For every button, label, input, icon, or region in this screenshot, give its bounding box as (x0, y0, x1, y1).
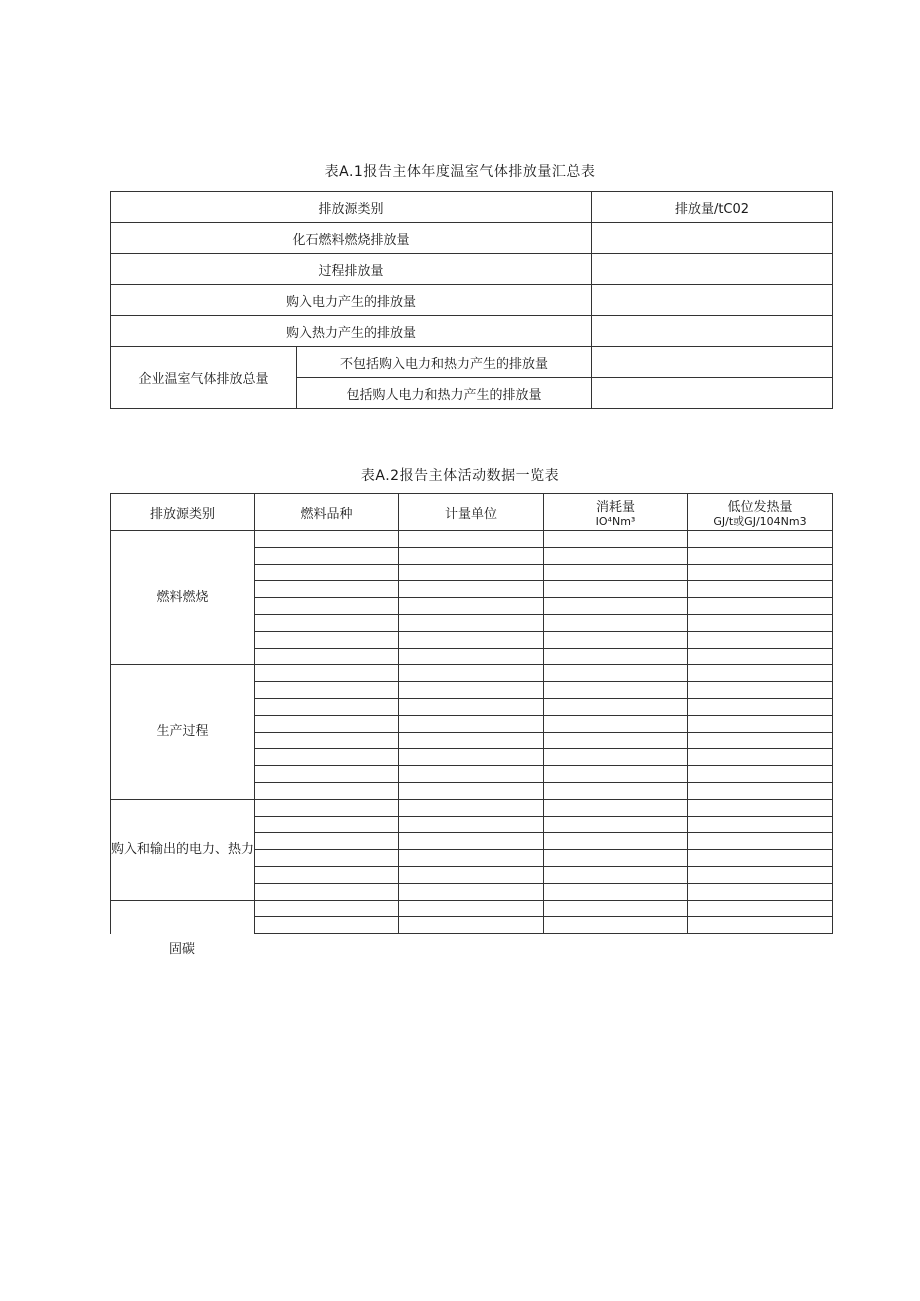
data-cell[interactable] (399, 648, 544, 665)
data-cell[interactable] (544, 581, 688, 598)
data-cell[interactable] (544, 698, 688, 715)
data-cell[interactable] (399, 581, 544, 598)
data-cell[interactable] (399, 732, 544, 749)
data-cell[interactable] (399, 766, 544, 783)
header-heat-label: 低位发热量 (727, 500, 793, 515)
data-cell[interactable] (399, 698, 544, 715)
data-cell[interactable] (399, 598, 544, 615)
data-cell[interactable] (544, 564, 688, 581)
table-row (111, 665, 833, 682)
data-cell[interactable] (688, 715, 833, 732)
data-cell[interactable] (255, 682, 399, 699)
table-row (111, 285, 833, 316)
header-heat-unit: GJ/t或GJ/104Nm3 (713, 515, 807, 528)
data-cell[interactable] (688, 883, 833, 900)
value-cell[interactable] (592, 316, 833, 347)
data-cell[interactable] (544, 531, 688, 548)
data-cell[interactable] (544, 732, 688, 749)
data-cell[interactable] (688, 581, 833, 598)
category-label (111, 900, 255, 934)
data-cell[interactable] (255, 732, 399, 749)
data-cell[interactable] (255, 564, 399, 581)
data-cell[interactable] (688, 531, 833, 548)
data-cell[interactable] (544, 749, 688, 766)
data-cell[interactable] (688, 631, 833, 648)
data-cell[interactable] (544, 799, 688, 816)
data-cell[interactable] (688, 749, 833, 766)
data-cell[interactable] (255, 531, 399, 548)
table1-title: 表A.1报告主体年度温室气体排放量汇总表 (324, 164, 596, 180)
category-label: 购入和输出的电力、热力 (111, 799, 255, 900)
data-cell[interactable] (688, 850, 833, 867)
table2-title: 表A.2报告主体活动数据一览表 (360, 468, 560, 484)
data-cell[interactable] (399, 833, 544, 850)
data-cell[interactable] (399, 614, 544, 631)
data-cell[interactable] (399, 850, 544, 867)
data-cell[interactable] (399, 682, 544, 699)
emissions-summary-table (110, 191, 833, 409)
data-cell[interactable] (688, 614, 833, 631)
data-cell[interactable] (688, 648, 833, 665)
data-cell[interactable] (399, 816, 544, 833)
data-cell[interactable] (688, 833, 833, 850)
data-cell[interactable] (255, 850, 399, 867)
data-cell[interactable] (255, 749, 399, 766)
data-cell[interactable] (544, 682, 688, 699)
data-cell[interactable] (255, 799, 399, 816)
activity-data-table (110, 493, 833, 934)
data-cell[interactable] (399, 749, 544, 766)
data-cell[interactable] (544, 883, 688, 900)
data-cell[interactable] (399, 715, 544, 732)
data-cell[interactable] (688, 816, 833, 833)
data-cell[interactable] (399, 531, 544, 548)
data-cell[interactable] (544, 782, 688, 799)
value-cell[interactable] (592, 285, 833, 316)
data-cell[interactable] (544, 917, 688, 934)
data-cell[interactable] (399, 917, 544, 934)
row-label: 过程排放量 (111, 254, 592, 285)
data-cell[interactable] (255, 698, 399, 715)
table-row (111, 192, 833, 223)
total-excluding-label: 不包括购入电力和热力产生的排放量 (297, 347, 592, 378)
data-cell[interactable] (544, 715, 688, 732)
data-cell[interactable] (255, 547, 399, 564)
header-emission-amount: 排放量/tC02 (592, 192, 833, 223)
header-consumption (544, 494, 688, 531)
table-row (111, 223, 833, 254)
data-cell[interactable] (688, 866, 833, 883)
row-label: 购入电力产生的排放量 (111, 285, 592, 316)
data-cell[interactable] (544, 631, 688, 648)
table-row (111, 254, 833, 285)
data-cell[interactable] (544, 866, 688, 883)
data-cell[interactable] (399, 631, 544, 648)
data-cell[interactable] (544, 900, 688, 917)
category-label: 生产过程 (111, 665, 255, 799)
value-cell[interactable] (592, 378, 833, 409)
data-cell[interactable] (544, 648, 688, 665)
data-cell[interactable] (399, 564, 544, 581)
data-cell[interactable] (544, 547, 688, 564)
table-row (111, 531, 833, 548)
data-cell[interactable] (688, 732, 833, 749)
data-cell[interactable] (399, 547, 544, 564)
header-unit: 计量单位 (399, 494, 544, 531)
data-cell[interactable] (255, 833, 399, 850)
data-cell[interactable] (255, 883, 399, 900)
data-cell[interactable] (688, 598, 833, 615)
data-cell[interactable] (688, 917, 833, 934)
data-cell[interactable] (544, 833, 688, 850)
data-cell[interactable] (544, 766, 688, 783)
data-cell[interactable] (255, 766, 399, 783)
row-label: 化石燃料燃烧排放量 (111, 223, 592, 254)
table-row (111, 799, 833, 816)
data-cell[interactable] (688, 782, 833, 799)
data-cell[interactable] (399, 799, 544, 816)
header-fuel-type: 燃料品种 (255, 494, 399, 531)
data-cell[interactable] (255, 648, 399, 665)
data-cell[interactable] (544, 850, 688, 867)
table-header-row (111, 494, 833, 531)
total-emissions-label: 企业温室气体排放总量 (111, 347, 297, 409)
data-cell[interactable] (544, 665, 688, 682)
data-cell[interactable] (399, 866, 544, 883)
data-cell[interactable] (399, 900, 544, 917)
data-cell[interactable] (255, 665, 399, 682)
data-cell[interactable] (255, 917, 399, 934)
category-label: 燃料燃烧 (111, 531, 255, 665)
data-cell[interactable] (544, 614, 688, 631)
data-cell[interactable] (688, 799, 833, 816)
total-including-label: 包括购人电力和热力产生的排放量 (297, 378, 592, 409)
header-source-category: 排放源类别 (111, 192, 592, 223)
data-cell[interactable] (688, 665, 833, 682)
value-cell[interactable] (592, 347, 833, 378)
data-cell[interactable] (255, 598, 399, 615)
data-cell[interactable] (688, 564, 833, 581)
table-row (111, 900, 833, 917)
header-heat-value (688, 494, 833, 531)
data-cell[interactable] (255, 614, 399, 631)
data-cell[interactable] (544, 598, 688, 615)
header-consumption-label: 消耗量 (595, 500, 635, 515)
value-cell[interactable] (592, 223, 833, 254)
data-cell[interactable] (255, 581, 399, 598)
header-source-category: 排放源类别 (111, 494, 255, 531)
data-cell[interactable] (688, 698, 833, 715)
data-cell[interactable] (399, 883, 544, 900)
data-cell[interactable] (255, 782, 399, 799)
data-cell[interactable] (255, 816, 399, 833)
table-row (111, 347, 833, 378)
data-cell[interactable] (688, 766, 833, 783)
data-cell[interactable] (688, 682, 833, 699)
data-cell[interactable] (399, 782, 544, 799)
data-cell[interactable] (255, 900, 399, 917)
data-cell[interactable] (399, 665, 544, 682)
category-label-carbon-fixation: 固碳 (168, 942, 195, 957)
value-cell[interactable] (592, 254, 833, 285)
row-label: 购入热力产生的排放量 (111, 316, 592, 347)
data-cell[interactable] (688, 547, 833, 564)
table-row (111, 316, 833, 347)
header-consumption-unit: IO⁴Nm³ (595, 515, 636, 528)
data-cell[interactable] (544, 816, 688, 833)
data-cell[interactable] (255, 866, 399, 883)
data-cell[interactable] (688, 900, 833, 917)
data-cell[interactable] (255, 715, 399, 732)
data-cell[interactable] (255, 631, 399, 648)
